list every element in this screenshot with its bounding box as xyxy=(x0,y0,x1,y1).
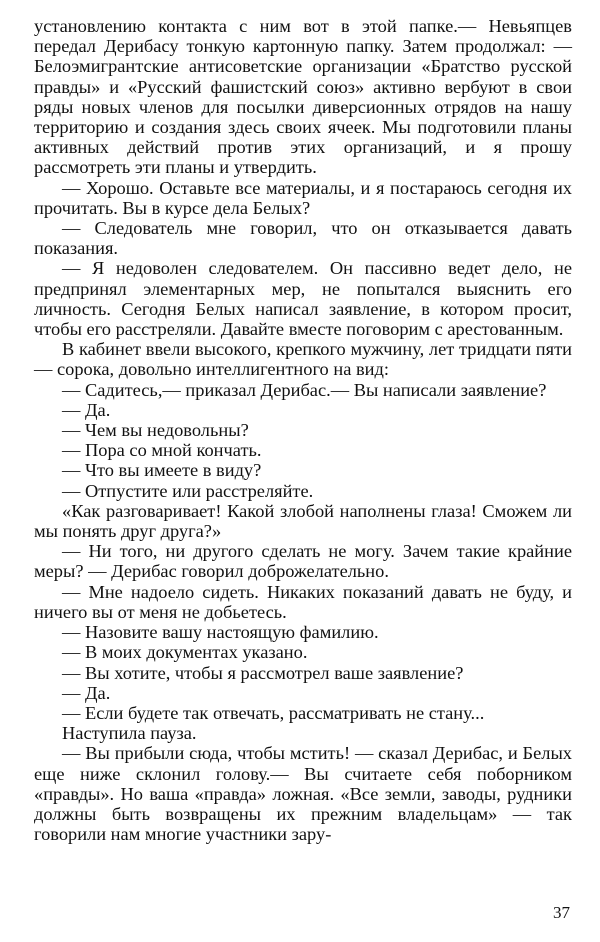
paragraph-21: — Вы прибыли сюда, чтобы мстить! — сказал Дерибас, и Белых еще ниже склонил голову.— Вы считаете себя поборником «правды». Но ваша «правда» ложная. «Все земли, заводы, рудники должны быть возвращены их прежним владельцам» — так говорили нам многие участники зару- xyxy=(34,743,572,845)
paragraph-14: — Мне надоело сидеть. Никаких показаний давать не буду, и ничего вы от меня не добьетесь. xyxy=(34,581,572,622)
paragraph-16: — В моих документах указано. xyxy=(62,642,308,663)
body-text xyxy=(34,16,572,844)
paragraph-19: — Если будете так отвечать, рассматривать не стану... xyxy=(62,702,485,723)
paragraph-13: — Ни того, ни другого сделать не могу. Зачем такие крайние меры? — Дерибас говорил доброжелательно. xyxy=(34,541,572,582)
paragraph-11: — Отпустите или расстреляйте. xyxy=(62,480,314,501)
paragraph-17: — Вы хотите, чтобы я рассмотрел ваше заявление? xyxy=(62,662,464,683)
paragraph-8: — Чем вы недовольны? xyxy=(62,420,249,441)
paragraph-1: установлению контакта с ним вот в этой папке.— Невьяпцев передал Дерибасу тонкую картонную папку. Затем продолжал: — Белоэмигрантские антисоветские организации «Братство русской правды» и «Русский фашистский союз» активно вербуют в свои ряды новых членов для посылки диверсионных отрядов на нашу территорию и создания здесь своих ячеек. Мы подготовили планы активных действий против этих организаций, и я прошу рассмотреть эти планы и утвердить. xyxy=(34,16,572,178)
paragraph-10: — Что вы имеете в виду? xyxy=(62,460,262,481)
paragraph-15: — Назовите вашу настоящую фамилию. xyxy=(62,622,379,643)
paragraph-5: В кабинет ввели высокого, крепкого мужчину, лет тридцати пяти — сорока, довольно интеллигентного на вид: xyxy=(34,339,572,380)
paragraph-6: — Садитесь,— приказал Дерибас.— Вы написали заявление? xyxy=(62,379,547,400)
paragraph-7: — Да. xyxy=(62,399,111,420)
paragraph-3: — Следователь мне говорил, что он отказывается давать показания. xyxy=(34,218,572,259)
paragraph-9: — Пора со мной кончать. xyxy=(62,440,262,461)
paragraph-12: «Как разговаривает! Какой злобой наполнены глаза! Сможем ли мы понять друг друга?» xyxy=(34,500,572,542)
paragraph-18: — Да. xyxy=(62,682,111,703)
paragraph-20: Наступила пауза. xyxy=(62,723,197,744)
paragraph-4: — Я недоволен следователем. Он пассивно ведет дело, не предпринял элементарных мер, не попытался выяснить его личность. Сегодня Белых написал заявление, в котором просит, чтобы его расстреляли. Давайте вместе поговорим с арестованным. xyxy=(34,258,572,340)
page-number: 37 xyxy=(553,903,570,922)
paragraph-2: — Хорошо. Оставьте все материалы, и я постараюсь сегодня их прочитать. Вы в курсе дела Белых? xyxy=(34,177,572,218)
